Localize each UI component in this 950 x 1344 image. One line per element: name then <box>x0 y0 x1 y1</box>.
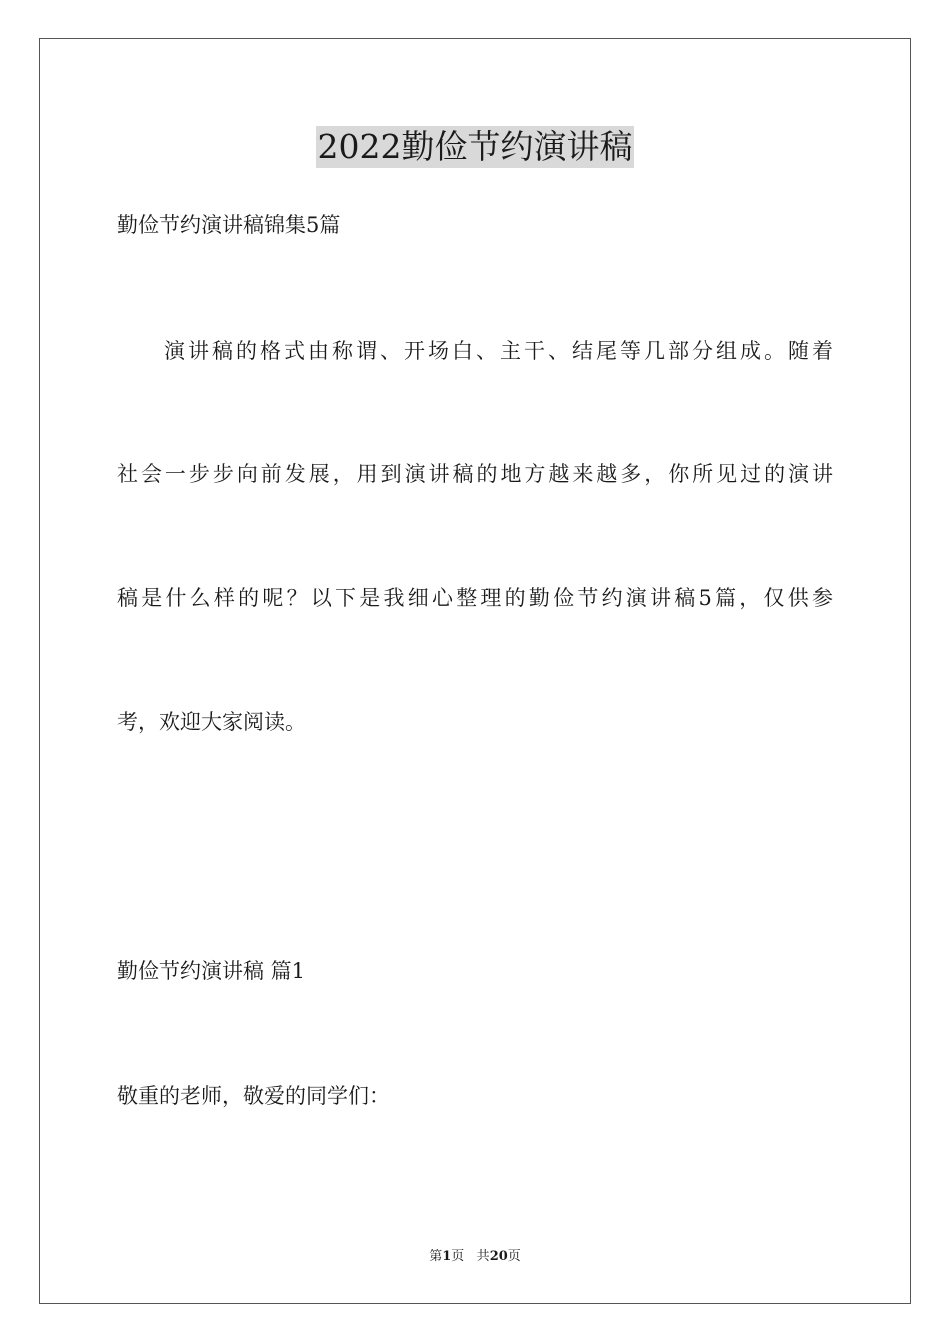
title-container <box>0 126 950 168</box>
section-heading: 勤俭节约演讲稿 篇1 <box>117 959 306 983</box>
footer-total-pages: 20 <box>489 1249 508 1264</box>
footer-total-suffix: 页 <box>507 1249 521 1264</box>
intro-line-3: 稿是什么样的呢？以下是我细心整理的勤俭节约演讲稿5篇，仅供参 <box>117 586 833 610</box>
intro-line-2: 社会一步步向前发展，用到演讲稿的地方越来越多，你所见过的演讲 <box>117 462 833 486</box>
document-title: 2022勤俭节约演讲稿 <box>317 127 633 166</box>
salutation: 敬重的老师，敬爱的同学们： <box>117 1084 390 1108</box>
document-subtitle: 勤俭节约演讲稿锦集5篇 <box>117 213 341 237</box>
footer-page-prefix: 第 <box>429 1249 443 1264</box>
intro-line-4: 考，欢迎大家阅读。 <box>117 710 306 734</box>
footer-total-prefix: 共 <box>476 1249 490 1264</box>
footer-page-suffix: 页 <box>451 1249 465 1264</box>
page-footer <box>0 1248 950 1266</box>
footer-page-number: 1 <box>442 1249 452 1264</box>
intro-line-1: 演讲稿的格式由称谓、开场白、主干、结尾等几部分组成。随着 <box>164 339 833 363</box>
